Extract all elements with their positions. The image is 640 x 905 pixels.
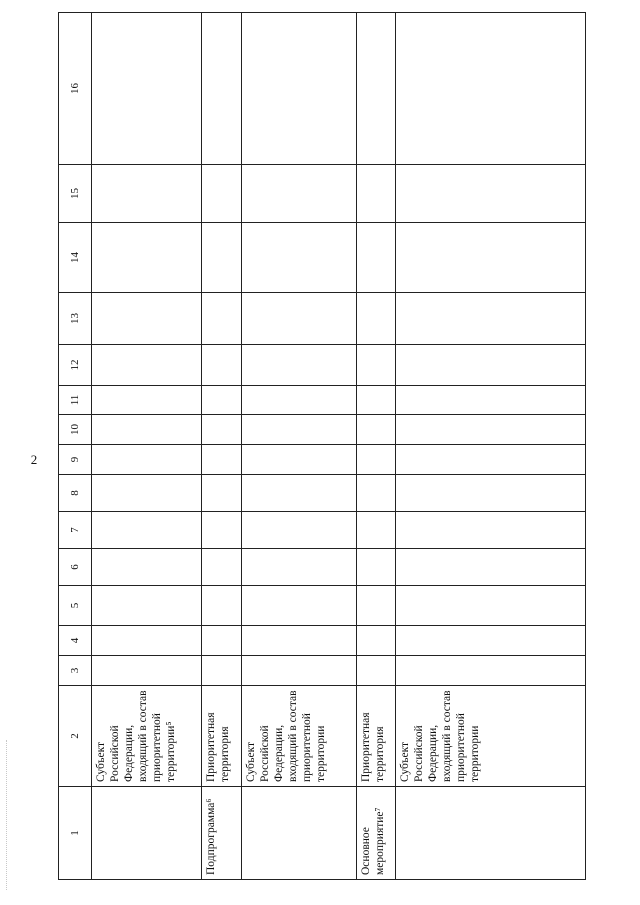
table-cell <box>242 13 357 165</box>
row-territory-cell: Субъект Российской Федерации, входящий в состав приоритетной территории⁵ <box>92 686 202 787</box>
table-cell <box>357 586 396 626</box>
table-header-row <box>59 13 92 880</box>
table-cell <box>396 549 586 586</box>
row-label <box>396 787 586 880</box>
table-cell <box>92 586 202 626</box>
table-cell <box>396 415 586 445</box>
table-cell <box>357 656 396 686</box>
column-header: 14 <box>59 223 92 293</box>
table-cell <box>242 512 357 549</box>
table-cell <box>396 165 586 223</box>
column-header: 1 <box>59 787 92 880</box>
table-row <box>242 13 357 880</box>
table-cell <box>357 293 396 345</box>
row-label <box>92 787 202 880</box>
table-cell <box>357 475 396 512</box>
table-cell <box>357 386 396 415</box>
table-cell <box>242 223 357 293</box>
column-header: 5 <box>59 586 92 626</box>
row-territory-cell: Субъект Российской Федерации, входящий в состав приоритетной территории <box>396 686 586 787</box>
row-label <box>242 787 357 880</box>
table-cell <box>242 656 357 686</box>
table-cell <box>92 345 202 386</box>
table-cell <box>92 386 202 415</box>
table-cell <box>357 223 396 293</box>
table-cell <box>357 512 396 549</box>
column-header: 15 <box>59 165 92 223</box>
table-row <box>396 13 586 880</box>
table-cell <box>396 13 586 165</box>
table-cell <box>396 223 586 293</box>
table-cell <box>396 475 586 512</box>
table-cell <box>357 415 396 445</box>
table-cell <box>202 13 242 165</box>
table-cell <box>242 165 357 223</box>
table-cell <box>396 345 586 386</box>
table-cell <box>202 512 242 549</box>
table-cell <box>242 475 357 512</box>
table-cell <box>92 549 202 586</box>
row-territory-cell: Приоритетная территория <box>357 686 396 787</box>
table-cell <box>357 345 396 386</box>
table-cell <box>202 445 242 475</box>
table-cell <box>92 475 202 512</box>
table-cell <box>396 293 586 345</box>
rotated-table-wrapper <box>58 13 585 880</box>
table-cell <box>92 415 202 445</box>
scan-edge-marks <box>6 740 8 890</box>
table-cell <box>202 549 242 586</box>
table-cell <box>396 512 586 549</box>
table-cell <box>242 549 357 586</box>
table-cell <box>92 293 202 345</box>
column-header: 4 <box>59 626 92 656</box>
column-header: 6 <box>59 549 92 586</box>
table-cell <box>202 586 242 626</box>
table-cell <box>202 656 242 686</box>
table-cell <box>396 386 586 415</box>
column-header: 11 <box>59 386 92 415</box>
program-table <box>58 12 586 880</box>
table-cell <box>242 626 357 656</box>
table-cell <box>92 223 202 293</box>
table-cell <box>202 345 242 386</box>
table-cell <box>357 13 396 165</box>
table-cell <box>92 445 202 475</box>
table-cell <box>242 445 357 475</box>
table-cell <box>92 165 202 223</box>
column-header: 9 <box>59 445 92 475</box>
row-label: Основное мероприятие⁷ <box>357 787 396 880</box>
table-cell <box>202 626 242 656</box>
table-cell <box>357 549 396 586</box>
column-header: 2 <box>59 686 92 787</box>
table-cell <box>396 626 586 656</box>
table-row <box>92 13 202 880</box>
page-number: 2 <box>30 452 38 467</box>
table-cell <box>92 512 202 549</box>
table-cell <box>242 386 357 415</box>
column-header: 8 <box>59 475 92 512</box>
column-header: 3 <box>59 656 92 686</box>
table-cell <box>202 223 242 293</box>
table-cell <box>396 656 586 686</box>
table-cell <box>242 293 357 345</box>
table-cell <box>357 165 396 223</box>
table-cell <box>92 13 202 165</box>
table-cell <box>202 293 242 345</box>
table-cell <box>242 586 357 626</box>
table-cell <box>202 475 242 512</box>
table-row <box>357 13 396 880</box>
row-territory-cell: Субъект Российской Федерации, входящий в состав приоритетной территории <box>242 686 357 787</box>
table-cell <box>92 626 202 656</box>
table-cell <box>396 586 586 626</box>
table-cell <box>357 445 396 475</box>
column-header: 16 <box>59 13 92 165</box>
table-cell <box>357 626 396 656</box>
column-header: 13 <box>59 293 92 345</box>
table-cell <box>202 386 242 415</box>
table-cell <box>242 345 357 386</box>
table-cell <box>92 656 202 686</box>
column-header: 12 <box>59 345 92 386</box>
table-cell <box>242 415 357 445</box>
row-territory-cell: Приоритетная территория <box>202 686 242 787</box>
column-header: 7 <box>59 512 92 549</box>
table-row <box>202 13 242 880</box>
column-header: 10 <box>59 415 92 445</box>
table-cell <box>202 415 242 445</box>
table-cell <box>202 165 242 223</box>
table-cell <box>396 445 586 475</box>
row-label: Подпрограмма⁶ <box>202 787 242 880</box>
